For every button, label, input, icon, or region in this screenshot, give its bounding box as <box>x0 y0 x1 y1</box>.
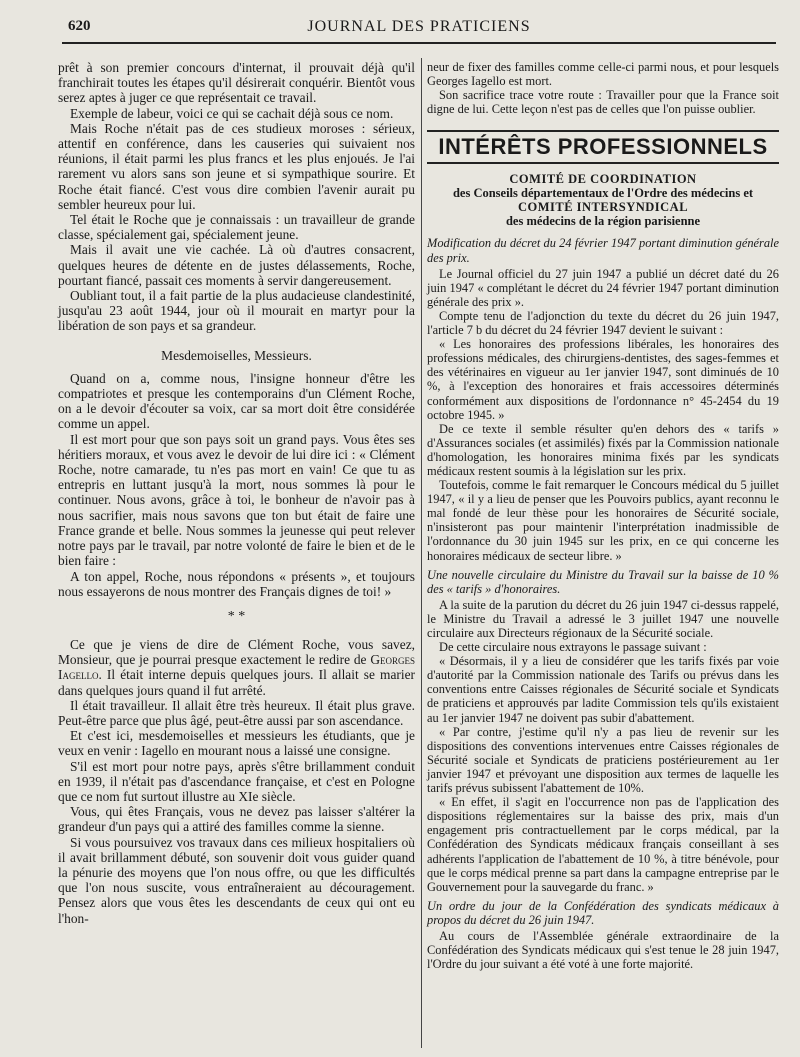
journal-title: JOURNAL DES PRATICIENS <box>307 18 531 35</box>
paragraph: Au cours de l'Assemblée générale extraordinaire de la Confédération des Syndicats médicaux qui s'est tenue le 28 juin 1947, l'Ordre du jour suivant a été voté à une forte majorité. <box>427 928 779 972</box>
paragraph: Le Journal officiel du 27 juin 1947 a publié un décret daté du 26 juin 1947 « complétant le décret du 24 février 1947 portant diminution générale des prix ». <box>427 266 779 309</box>
paragraph: Il était travailleur. Il allait être très heureux. Il était plus grave. Peut-être parce que plus âgé, peut-être aussi par son ascendance. <box>58 697 415 728</box>
paragraph: Compte tenu de l'adjonction du texte du décret du 26 juin 1947, l'article 7 b du décret du 24 février 1947 devient le suivant : <box>427 308 779 338</box>
left-column <box>58 60 415 926</box>
paragraph: De ce texte il semble résulter qu'en dehors des « tarifs » d'Assurances sociales (et assimilés) fixés par la Commission nationale d'homologation, les honoraires minima fixés par les syndicats médicaux restent soumis à la législation sur les prix. <box>427 421 779 478</box>
org-line: COMITÉ INTERSYNDICAL <box>517 200 689 215</box>
subheading: Modification du décret du 24 février 1947 portant diminution générale des prix. <box>427 236 779 265</box>
paragraph: Quand on a, comme nous, l'insigne honneur d'être les compatriotes et presque les contemporains d'un Clément Roche, on a le devoir d'écouter sa voix, car sa mort doit être considérée comme un appel. <box>58 370 415 432</box>
paragraph: Et c'est ici, mesdemoiselles et messieurs les étudiants, que je veux en venir : Iagello en mourant nous a laissé une consigne. <box>58 728 415 759</box>
paragraph: A ton appel, Roche, nous répondons « présents », et toujours nous essayerons de nous montrer des Français dignes de toi! » <box>58 568 415 599</box>
page-header <box>62 14 776 44</box>
org-line: COMITÉ DE COORDINATION <box>509 172 697 187</box>
salutation: Mesdemoiselles, Messieurs. <box>161 347 312 363</box>
paragraph: « Désormais, il y a lieu de considérer que les tarifs fixés par voie d'autorité par la Commission nationale des Tarifs ou prévus dans les conventions entre Caisses régionales de Sécurité sociale et Syndicats de praticiens et approuvés par ladite Commission tels qu'ils existaient au 1er janvier 1947 ne doivent pas subir d'abattement. <box>427 654 779 725</box>
paragraph: Tel était le Roche que je connaissais : un travailleur de grande classe, spécialement gai, spécialement jeune. <box>58 212 415 243</box>
paragraph: « Les honoraires des professions libérales, les honoraires des professions médicales, des chirurgiens-dentistes, des sages-femmes et des vétérinaires en vigueur au 1er janvier 1947, sont diminués de 10 %, à l'exception des honoraires et frais accessoires déterminés conformément aux dispositions de l'ordonnance n° 45-2454 du 19 octobre 1945. » <box>427 337 779 422</box>
paragraph: Exemple de labeur, voici ce qui se cachait déjà sous ce nom. <box>70 105 394 121</box>
paragraph: neur de fixer des familles comme celle-ci parmi nous, et pour lesquels Georges Iagello est mort. <box>427 60 779 89</box>
paragraph-text: Ce que je viens de dire de Clément Roche, vous savez, Monsieur, que je pourrai presque exactement le redire de <box>58 636 415 668</box>
subheading: Une nouvelle circulaire du Ministre du Travail sur la baisse de 10 % des « tarifs » d'honoraires. <box>427 567 779 596</box>
paragraph: Mais il avait une vie cachée. Là où d'autres consacrent, quelques heures de détente en de justes délassements, Roche, pourtant fiancé, passait ces moments à servir dangereusement. <box>58 242 415 288</box>
person-name: Georges Iagello <box>58 652 415 683</box>
paragraph: Oubliant tout, il a fait partie de la plus audacieuse clandestinité, jusqu'au 23 août 1944, jour où il mourait en martyr pour la libération de son pays et sa grandeur. <box>58 288 415 334</box>
section-break-stars: * * <box>227 608 246 624</box>
page-number: 620 <box>68 18 91 34</box>
paragraph: Vous, qui êtes Français, vous ne devez pas laisser s'altérer la grandeur d'un pays qui a attiré des familles comme la sienne. <box>58 804 415 835</box>
paragraph: A la suite de la parution du décret du 26 juin 1947 ci-dessus rappelé, le Ministre du Travail a adressé le 3 juillet 1947 une nouvelle circulaire aux Directeurs régionaux de la Sécurité sociale. <box>427 597 779 640</box>
column-divider <box>421 58 422 1048</box>
paragraph: Si vous poursuivez vos travaux dans ces milieux hospitaliers où il avait brillamment débuté, son souvenir doit vous guider quand la pénurie des moyens que l'on nous offre, ou que les difficultés que l'on nous suscite, vous entraîneraient au découragement. Pensez alors que vous êtes les descendants de ceux qui ont eu l'hon- <box>58 834 415 926</box>
org-line: des médecins de la région parisienne <box>505 214 701 229</box>
right-column <box>427 60 779 971</box>
section-title: INTÉRÊTS PROFESSIONNELS <box>427 130 779 164</box>
paragraph-text: . Il était interne depuis quelques jours. Il allait se marier dans quelques jours quand il fut arrêté. <box>58 667 415 698</box>
paragraph: « En effet, il s'agit en l'occurrence non pas de l'application des dispositions réglementaires sur la baisse des prix, mais d'un engagement pris contractuellement par le corps médical, par la Confédération des Syndicats médicaux français conseillant à ses adhérents l'application de l'abattement de 10 %, à titre bénévole, pour que le corps médical prenne sa part dans la campagne entreprise par le Gouvernement pour la sauvegarde du franc. » <box>427 795 779 894</box>
paragraph: De cette circulaire nous extrayons le passage suivant : <box>439 640 707 655</box>
paragraph: Son sacrifice trace votre route : Travailler pour que la France soit digne de lui. Cette leçon n'est pas de celles que l'on puisse oublier. <box>427 88 779 117</box>
paragraph: Mais Roche n'était pas de ces studieux moroses : sérieux, attentif en conférence, dans les causeries qui suivaient nos réunions, il était parmi les plus francs et les plus enjoués. Je l'ai rarement vu alors sans son jeune et si sympathique sourire. Et Roche était fiancé. C'est vous dire combien l'avenir aurait pu sembler heureux pour lui. <box>58 120 415 212</box>
subheading: Un ordre du jour de la Confédération des syndicats médicaux à propos du décret du 26 juin 1947. <box>427 898 779 927</box>
paragraph: Il est mort pour que son pays soit un grand pays. Vous êtes ses héritiers moraux, et vous avez le devoir de lui dire ici : « Clément Roche, notre camarade, tu n'es pas mort en vain! Ce que tu as entrepris en luttant jusqu'à la mort, nous sommes là pour le continuer. Nous avons, grâce à toi, le bonheur de n'avoir pas à nous sacrifier, mais nous savons que ton but était de faire une France grande et belle. Nous sommes la jeunesse qui peut relever notre pays par le travail, par notre volonté de faire le bien et de le bien faire : <box>58 431 415 569</box>
paragraph: Toutefois, comme le fait remarquer le Concours médical du 5 juillet 1947, « il y a lieu de penser que les Pouvoirs publics, ayant reconnu le mal fondé de leur thèse pour les honoraires de Sécurité sociale, n'insisteront pas pour maintenir l'interprétation inadmissible de l'ordonnance du 30 juin 1945 sur les prix, en ce qui concerne les honoraires médicaux de secteur libre. » <box>427 478 779 563</box>
paragraph: « Par contre, j'estime qu'il n'y a pas lieu de revenir sur les dispositions des conventions intervenues entre Caisses régionales de Sécurité sociale et Syndicats de praticiens postérieurement au 1er janvier 1947 et prévoyant une disposition aux termes de laquelle les tarifs prévus subissent l'abattement de 10%. <box>427 724 779 796</box>
org-line: des Conseils départementaux de l'Ordre des médecins et <box>452 186 754 201</box>
paragraph <box>58 637 415 698</box>
paragraph: prêt à son premier concours d'internat, il prouvait déjà qu'il franchirait toutes les étapes qu'il désirerait conquérir. Bientôt vous serez aptes à juger ce que représentait ce travail. <box>58 60 415 106</box>
organization-heading <box>427 172 779 228</box>
paragraph: S'il est mort pour notre pays, après s'être brillamment conduit en 1939, il n'était pas d'ascendance française, et c'est en Pologne que ce nom fut surtout illustre au XIe siècle. <box>58 758 415 804</box>
